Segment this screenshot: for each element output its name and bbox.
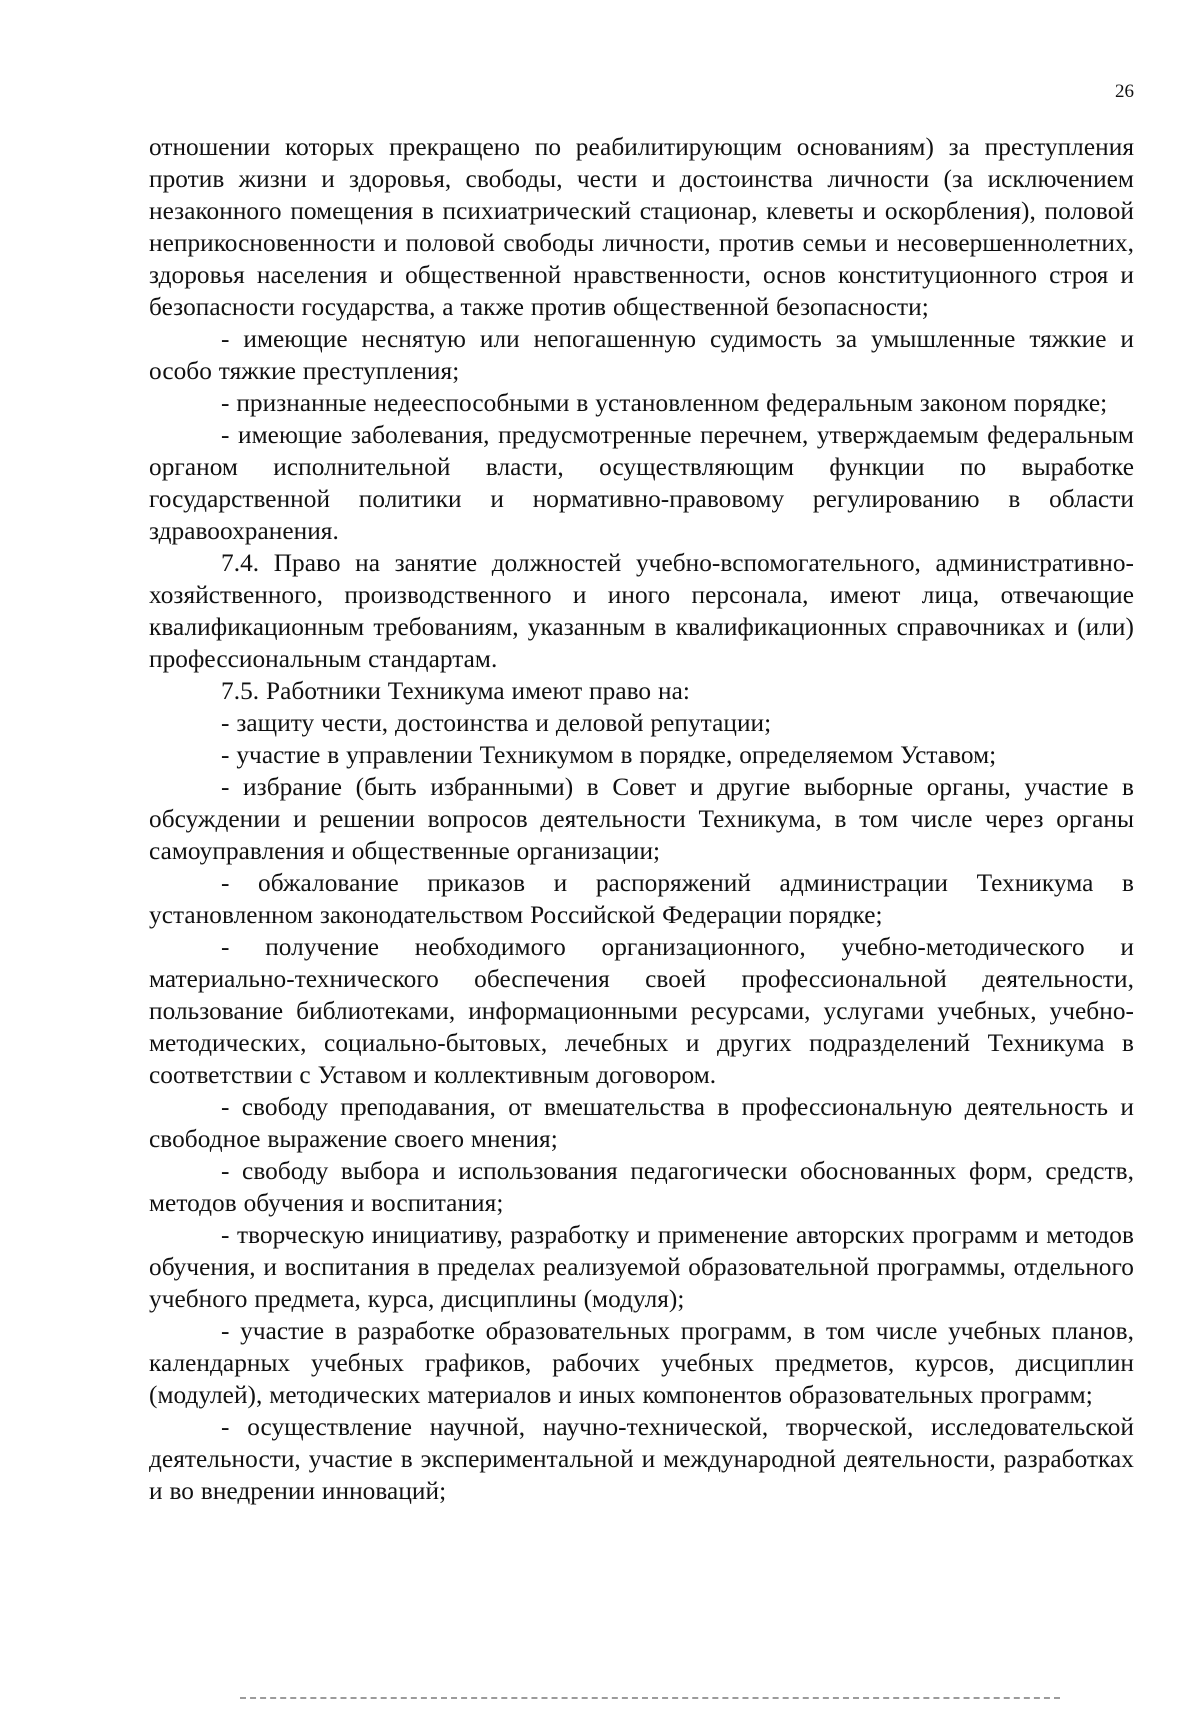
paragraph-list-item: - избрание (быть избранными) в Совет и другие выборные органы, участие в обсуждении и решении вопросов деятельности Техникума, в том числе через органы самоуправления и общественные организации; [149, 773, 1134, 865]
page-number: 26 [1115, 81, 1134, 102]
paragraph-list-item: - имеющие заболевания, предусмотренные перечнем, утверждаемым федеральным органом исполнительной власти, осуществляющим функции по выработке государственной политики и нормативно-правовому регулированию в области здравоохранения. [149, 421, 1134, 545]
paragraph-section-7-4: 7.4. Право на занятие должностей учебно-вспомогательного, административно-хозяйственного, производственного и иного персонала, имеют лица, отвечающие квалификационным требованиям, указанным в квалификационных справочниках и (или) профессиональным стандартам. [149, 549, 1134, 673]
document-body [149, 131, 1134, 1507]
paragraph-continuation: отношении которых прекращено по реабилитирующим основаниям) за преступления против жизни и здоровья, свободы, чести и достоинства личности (за исключением незаконного помещения в психиатрический стационар, клеветы и оскорбления), половой неприкосновенности и половой свободы личности, против семьи и несовершеннолетних, здоровья населения и общественной нравственности, основ конституционного строя и безопасности государства, а также против общественной безопасности; [149, 133, 1134, 321]
paragraph-list-item: - имеющие неснятую или непогашенную судимость за умышленные тяжкие и особо тяжкие преступления; [149, 325, 1134, 385]
paragraph-section-7-5: 7.5. Работники Техникума имеют право на: [221, 677, 690, 705]
paragraph-list-item: - признанные недееспособными в установленном федеральным законом порядке; [221, 389, 1108, 417]
paragraph-list-item: - получение необходимого организационного, учебно-методического и материально-технического обеспечения своей профессиональной деятельности, пользование библиотеками, информационными ресурсами, услугами учебных, учебно-методических, социально-бытовых, лечебных и других подразделений Техникума в соответствии с Уставом и коллективным договором. [149, 933, 1134, 1089]
paragraph-list-item: - участие в разработке образовательных программ, в том числе учебных планов, календарных учебных графиков, рабочих учебных предметов, курсов, дисциплин (модулей), методических материалов и иных компонентов образовательных программ; [149, 1317, 1134, 1409]
paragraph-list-item: - творческую инициативу, разработку и применение авторских программ и методов обучения, и воспитания в пределах реализуемой образовательной программы, отдельного учебного предмета, курса, дисциплины (модуля); [149, 1221, 1134, 1313]
paragraph-list-item: - участие в управлении Техникумом в порядке, определяемом Уставом; [221, 741, 997, 769]
paragraph-list-item: - осуществление научной, научно-технической, творческой, исследовательской деятельности, участие в экспериментальной и международной деятельности, разработках и во внедрении инноваций; [149, 1413, 1134, 1505]
paragraph-list-item: - защиту чести, достоинства и деловой репутации; [221, 709, 772, 737]
paragraph-list-item: - обжалование приказов и распоряжений администрации Техникума в установленном законодательством Российской Федерации порядке; [149, 869, 1134, 929]
scan-bottom-edge-line [240, 1697, 1060, 1699]
paragraph-list-item: - свободу преподавания, от вмешательства в профессиональную деятельность и свободное выражение своего мнения; [149, 1093, 1134, 1153]
paragraph-list-item: - свободу выбора и использования педагогически обоснованных форм, средств, методов обучения и воспитания; [149, 1157, 1134, 1217]
